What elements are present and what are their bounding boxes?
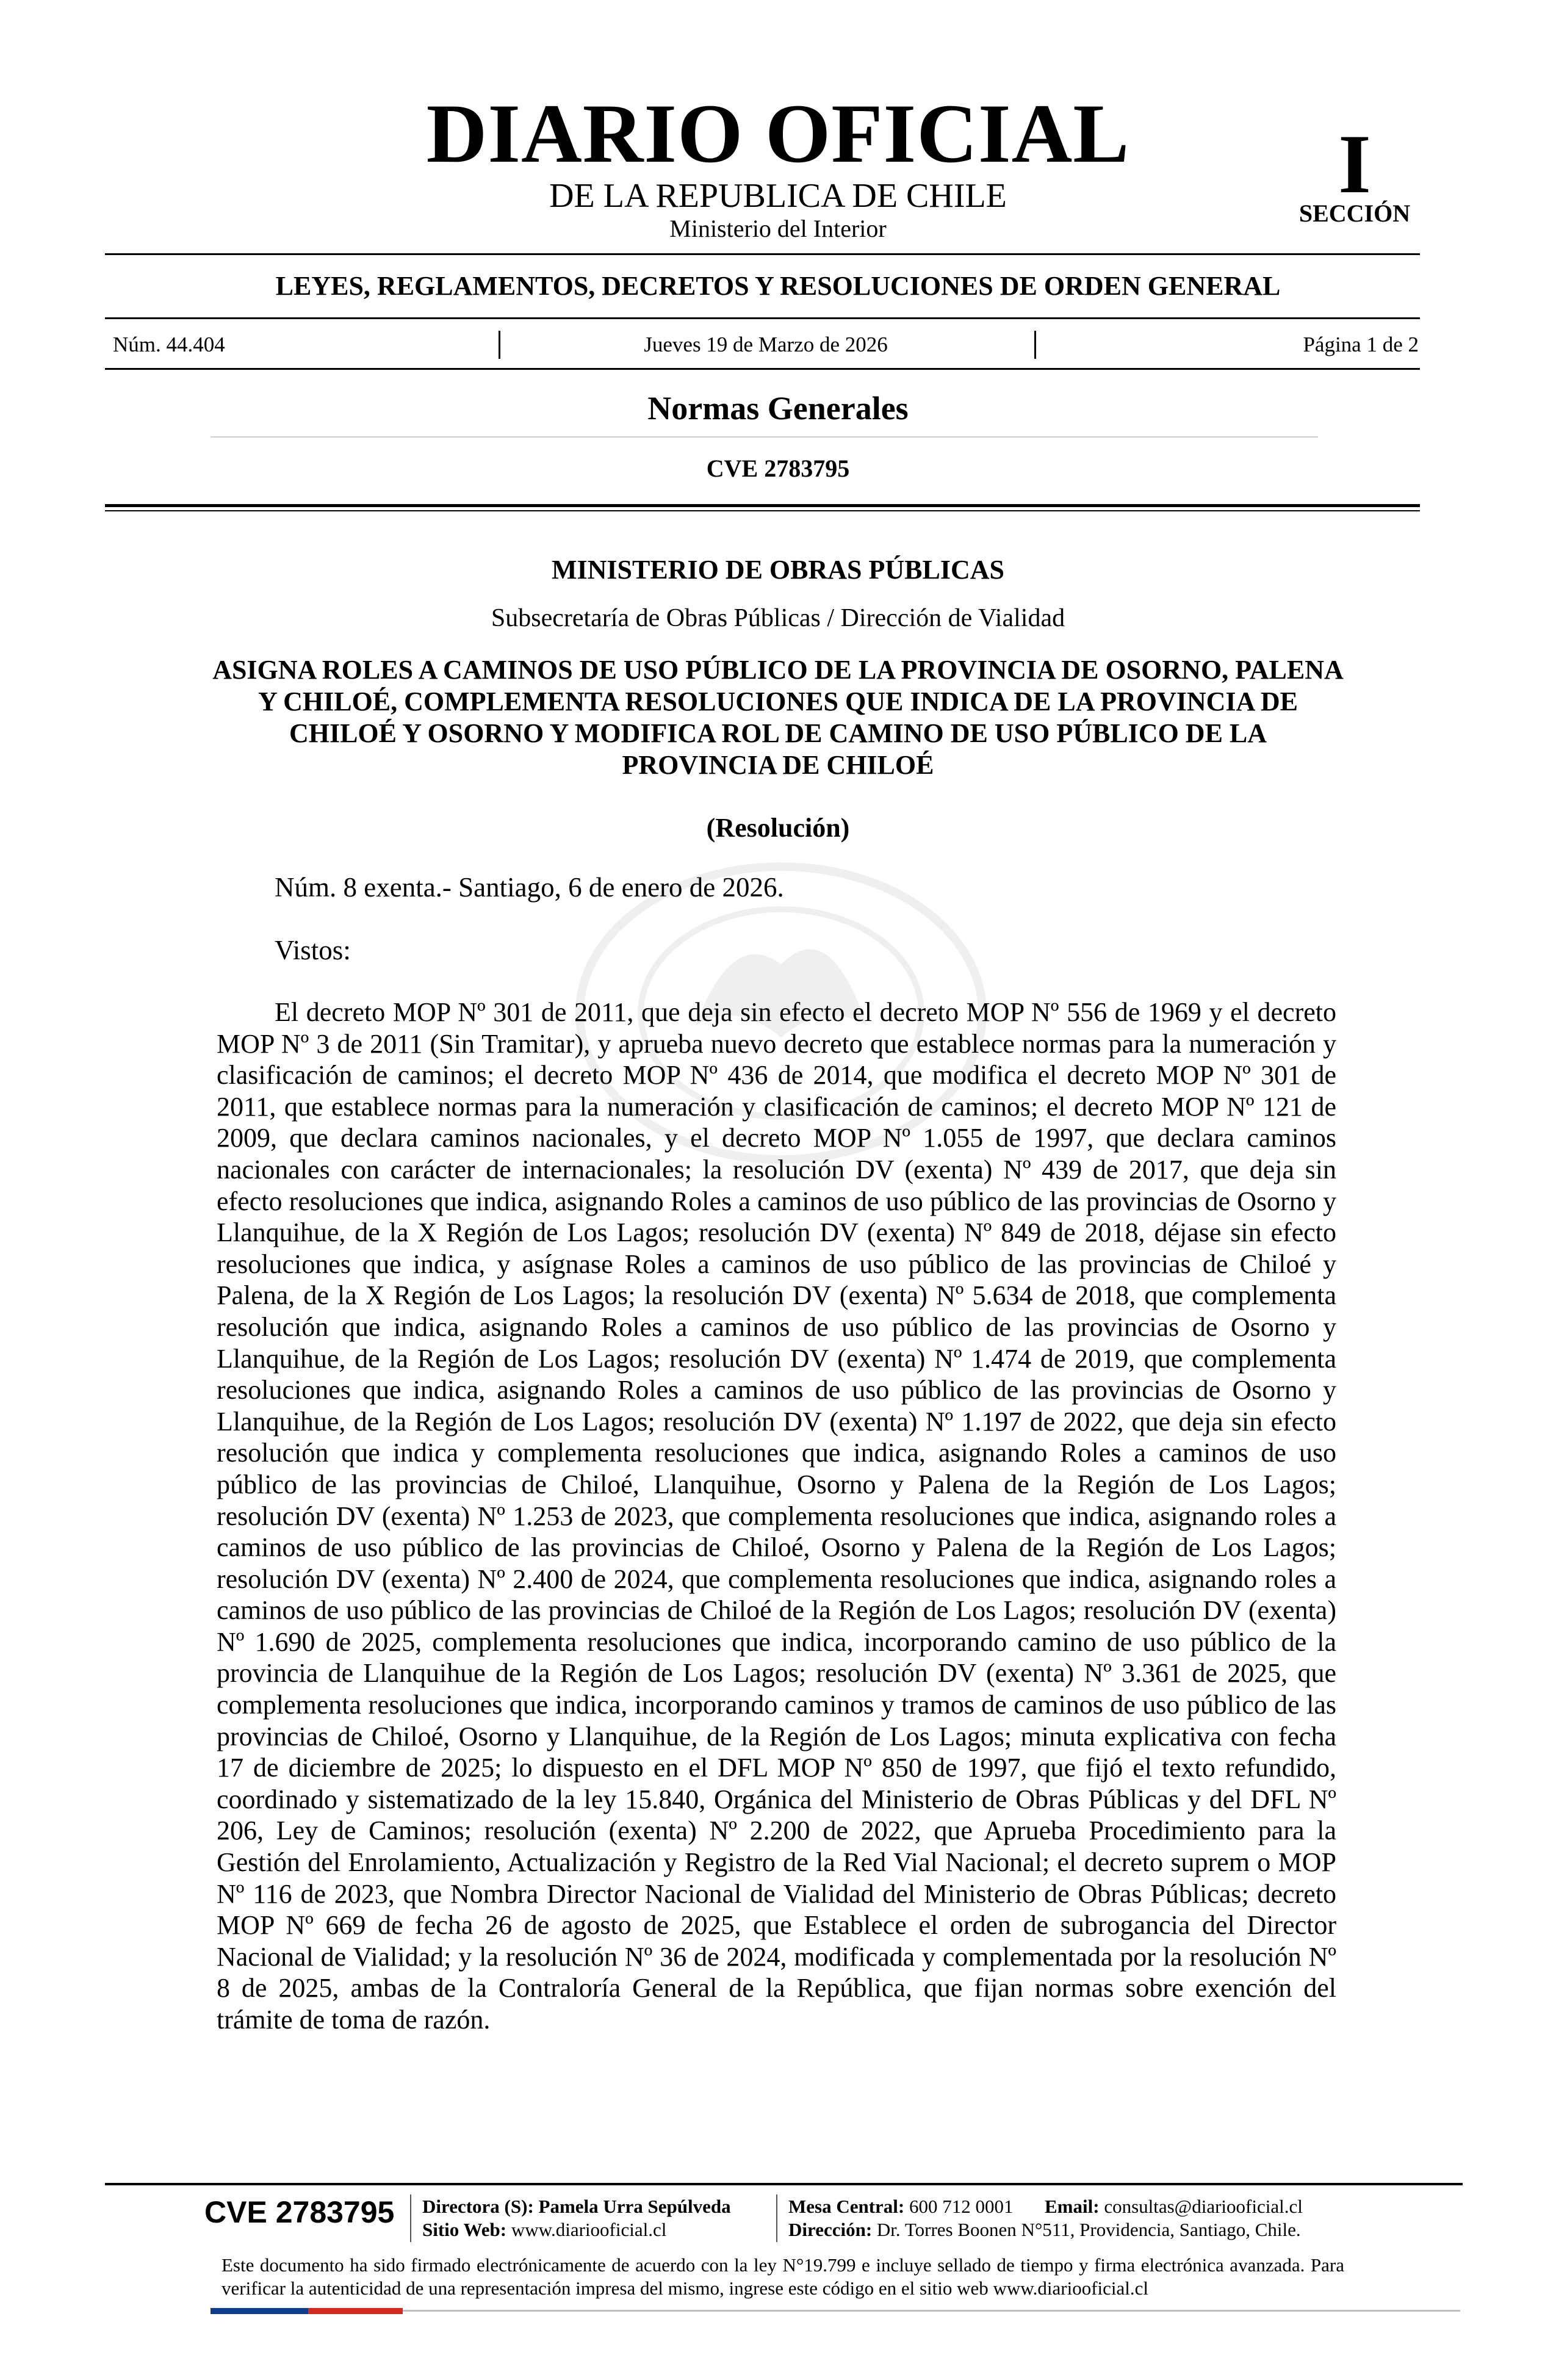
address-label: Dirección: (788, 2219, 873, 2240)
issue-date: Jueves 19 de Marzo de 2026 (644, 333, 888, 356)
masthead-title: DIARIO OFICIAL (426, 87, 1130, 180)
info-separator (1034, 331, 1036, 359)
website-label: Sitio Web: (422, 2219, 507, 2240)
footer-divider (105, 2183, 1463, 2185)
issue-number: Núm. 44.404 (113, 333, 225, 356)
heading-divider-thin (105, 510, 1420, 511)
masthead-divider (105, 253, 1420, 255)
footer-bottom-rule (222, 2310, 1460, 2312)
footer-separator (776, 2194, 777, 2242)
category-heading: LEYES, REGLAMENTOS, DECRETOS Y RESOLUCIONES DE ORDEN GENERAL (275, 271, 1281, 301)
address-value: Dr. Torres Boonen N°511, Providencia, Santiago, Chile. (876, 2219, 1301, 2240)
director-label: Directora (S): (422, 2196, 534, 2217)
footer-director-block (422, 2195, 731, 2241)
flag-stripe-blue (211, 2308, 308, 2314)
email-label: Email: (1045, 2196, 1100, 2217)
section-number: I (1338, 117, 1371, 211)
section-heading-rule (211, 436, 1318, 438)
footer-signature-note: Este documento ha sido firmado electrónicamente de acuerdo con la ley N°19.799 e incluye sellado de tiempo y firma electrónica avanzada. Para verificar la autenticidad de una representación impresa del mismo, ingrese este código en el sitio web www.diariooficial.cl (222, 2254, 1344, 2299)
document-ministry: MINISTERIO DE OBRAS PÚBLICAS (551, 555, 1005, 585)
director-name: Pamela Urra Sepúlveda (538, 2196, 731, 2217)
footer-contact-block (788, 2195, 1303, 2241)
category-divider (105, 317, 1420, 319)
footer-cve-code: CVE 2783795 (204, 2195, 395, 2229)
page-indicator: Página 1 de 2 (1303, 333, 1419, 356)
footer-separator (410, 2194, 411, 2242)
vistos-paragraph: El decreto MOP Nº 301 de 2011, que deja sin efecto el decreto MOP Nº 556 de 1969 y el decreto MOP Nº 3 de 2011 (Sin Tramitar), y aprueba nuevo decreto que establece normas para la numeración y clasificación de caminos; el decreto MOP Nº 436 de 2014, que modifica el decreto MOP Nº 301 de 2011, que establece normas para la numeración y clasificación de caminos; el decreto MOP Nº 121 de 2009, que declara caminos nacionales, y el decreto MOP Nº 1.055 de 1997, que declara caminos nacionales con carácter de internacionales; la resolución DV (exenta) Nº 439 de 2017, que deja sin efecto resoluciones que indica, asignando Roles a caminos de uso público de las provincias de Osorno y Llanquihue, de la X Región de Los Lagos; resolución DV (exenta) Nº 849 de 2018, déjase sin efecto resoluciones que indica, y asígnase Roles a caminos de uso público de las provincias de Chiloé y Palena, de la X Región de Los Lagos; la resolución DV (exenta) Nº 5.634 de 2018, que complementa resolución que indica, asignando Roles a caminos de uso público de las provincias de Osorno y Llanquihue, de la Región de Los Lagos; resolución DV (exenta) Nº 1.474 de 2019, que complementa resoluciones que indica, asignando Roles a caminos de uso público de las provincias de Osorno y Llanquihue, de la Región de Los Lagos; resolución DV (exenta) Nº 1.197 de 2022, que deja sin efecto resolución que indica y complementa resoluciones que indica, asignando Roles a caminos de uso público de las provincias de Chiloé, Llanquihue, Osorno y Palena de la Región de Los Lagos; resolución DV (exenta) Nº 1.253 de 2023, que complementa resoluciones que indica, asignando roles a caminos de uso público de las provincias de Chiloé, Osorno y Palena de la Región de Los Lagos; resolución DV (exenta) Nº 2.400 de 2024, que complementa resoluciones que indica, asignando roles a caminos de uso público de las provincias de Chiloé de la Región de Los Lagos; resolución DV (exenta) Nº 1.690 de 2025, complementa resoluciones que indica, incorporando camino de uso público de la provincia de Llanquihue de la Región de Los Lagos; resolución DV (exenta) Nº 3.361 de 2025, que complementa resoluciones que indica, incorporando caminos y tramos de caminos de uso público de las provincias de Chiloé, Osorno y Llanquihue, de la Región de Los Lagos; minuta explicativa con fecha 17 de diciembre de 2025; lo dispuesto en el DFL MOP Nº 850 de 1997, que fijó el texto refundido, coordinado y sistematizado de la ley 15.840, Orgánica del Ministerio de Obras Públicas y del DFL Nº 206, Ley de Caminos; resolución (exenta) Nº 2.200 de 2022, que Aprueba Procedimiento para la Gestión del Enrolamiento, Actualización y Registro de la Red Vial Nacional; el decreto suprem o MOP Nº 116 de 2023, que Nombra Director Nacional de Vialidad del Ministerio de Obras Públicas; decreto MOP Nº 669 de fecha 26 de agosto de 2025, que Establece el orden de subrogancia del Director Nacional de Vialidad; y la resolución Nº 36 de 2024, modificada y complementada por la resolución Nº 8 de 2025, ambas de la Contraloría General de la República, que fijan normas sobre exención del trámite de toma de razón. (217, 997, 1336, 2035)
masthead-subtitle: DE LA REPUBLICA DE CHILE (549, 177, 1007, 215)
info-divider (105, 368, 1420, 370)
cve-code: CVE 2783795 (706, 455, 850, 482)
flag-stripe-red (308, 2308, 403, 2314)
email-link[interactable]: consultas@diariooficial.cl (1104, 2196, 1303, 2217)
document-number-line: Núm. 8 exenta.- Santiago, 6 de enero de 2026. (275, 872, 784, 903)
vistos-heading: Vistos: (275, 935, 351, 965)
document-subsecretaria: Subsecretaría de Obras Públicas / Dirección de Vialidad (491, 604, 1065, 632)
document-title: ASIGNA ROLES A CAMINOS DE USO PÚBLICO DE LA PROVINCIA DE OSORNO, PALENA Y CHILOÉ, COMPLEMENTA RESOLUCIONES QUE INDICA DE LA PROVINCIA DE CHILOÉ Y OSORNO Y MODIFICA ROL DE CAMINO DE USO PÚBLICO DE LA PROVINCIA DE CHILOÉ (212, 655, 1344, 780)
document-type: (Resolución) (706, 813, 850, 843)
section-label: SECCIÓN (1298, 200, 1411, 227)
phone-label: Mesa Central: (788, 2196, 905, 2217)
masthead-ministry: Ministerio del Interior (669, 215, 887, 242)
heading-divider-thick (105, 504, 1420, 507)
phone-number: 600 712 0001 (909, 2196, 1014, 2217)
website-link[interactable]: www.diariooficial.cl (511, 2219, 667, 2240)
section-heading: Normas Generales (647, 390, 909, 427)
